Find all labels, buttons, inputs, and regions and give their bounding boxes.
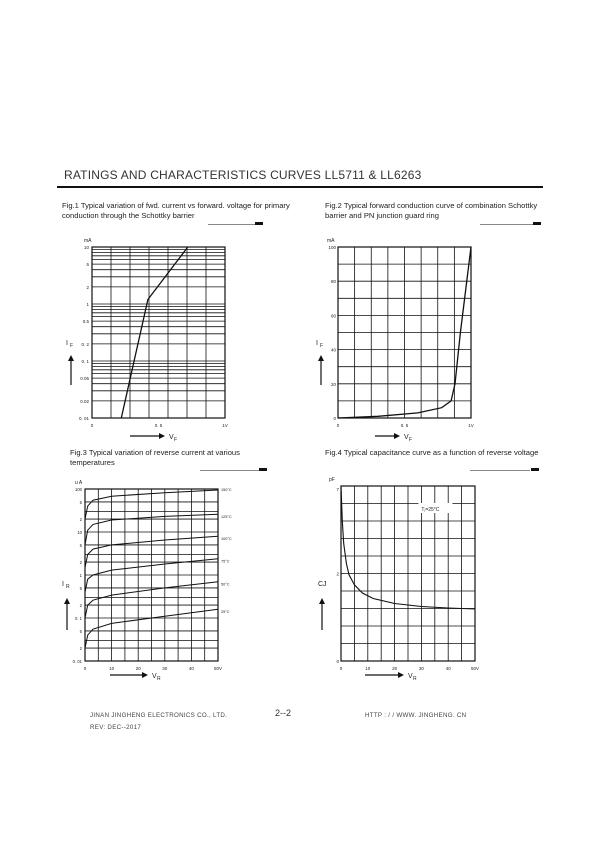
fig3-y-label-sub: R (66, 584, 70, 590)
fig3-series-label: 100°C (221, 537, 232, 542)
fig3-xtick: 50V (213, 666, 223, 671)
fig3-ytick: 1 (79, 573, 82, 578)
footer-website: HTTP : / / WWW. JINGHENG. CN (365, 712, 467, 719)
fig4-annotation: Tⱼ=25°C (421, 507, 440, 513)
fig3-ytick: 5 (79, 628, 82, 634)
fig3-series-label: 75°C (221, 559, 230, 564)
fig2-y-unit: mA (327, 238, 335, 244)
fig2-ytick: 0 (333, 416, 336, 421)
fig1-ytick: 5 (86, 262, 89, 268)
fig1-frame (92, 247, 225, 418)
fig4-x-label: V (408, 673, 413, 680)
fig2-xtick: 0 (336, 423, 340, 428)
page-title: RATINGS AND CHARACTERISTICS CURVES LL5711 & LL6263 (64, 168, 422, 182)
fig2-ytick: 60 (330, 313, 336, 319)
footer-revision: REV: DEC--2017 (90, 724, 142, 731)
fig3-ytick: 5 (79, 585, 82, 591)
fig3-xtick: 40 (188, 666, 194, 671)
fig1-ytick: 2 (86, 284, 89, 290)
fig3-series-label: 125°C (221, 515, 232, 520)
fig1-ytick: 0.5 (82, 319, 89, 325)
fig1-ytick: 0. 01 (78, 416, 89, 421)
fig2-ytick: 100 (328, 245, 336, 250)
fig4-ytick: 2 (336, 571, 339, 577)
fig4-x-label-sub: R (413, 676, 417, 682)
fig3-ytick: 0. 1 (75, 616, 82, 621)
fig3-xtick: 30 (162, 666, 168, 671)
fig4-xtick: 10 (365, 666, 371, 671)
fig1-y-unit: mA (84, 238, 92, 244)
fig1-xtick: 1V (222, 423, 228, 428)
page-number: 2--2 (275, 708, 292, 718)
fig3-ytick: 2 (79, 603, 82, 609)
fig2-ytick: 20 (330, 381, 336, 387)
fig4-xtick: 0 (339, 666, 343, 671)
fig1-ytick: 0.05 (80, 376, 89, 382)
fig2-caption: Fig.2 Typical forward conduction curve of combination Schottky barrier and PN junction guard ring (325, 201, 538, 220)
fig2-xtick: 0. 5 (400, 423, 409, 428)
fig2-y-label-sub: F (320, 343, 324, 349)
fig2-x-label: V (404, 434, 409, 441)
fig4-caption: Fig.4 Typical capacitance curve as a function of reverse voltage (325, 448, 539, 457)
fig3-x-arrow-head (142, 672, 148, 678)
fig2-x-label-sub: F (409, 437, 413, 443)
fig1-ytick: 0.02 (80, 398, 89, 404)
fig4-x-arrow-head (398, 672, 404, 678)
fig1-ytick: 0. 1 (81, 359, 89, 364)
fig3-xtick: 10 (109, 666, 115, 671)
fig1-y-label: I (66, 340, 68, 347)
fig3-ytick: 2 (79, 646, 82, 652)
fig1-curve (121, 247, 188, 418)
footer-company: JINAN JINGHENG ELECTRONICS CO., LTD. (90, 712, 228, 719)
fig4-y-arrow-head (319, 598, 325, 604)
fig3-ytick: 0. 01 (72, 659, 82, 664)
fig3-ytick: 2 (79, 517, 82, 523)
fig3-y-label: I (62, 581, 64, 588)
fig1-x-arrow-head (159, 433, 165, 439)
fig3-ytick: 5 (79, 542, 82, 548)
fig1-y-arrow-head (68, 355, 74, 361)
fig4-y-unit: pF (329, 477, 335, 483)
fig3-ytick: 100 (75, 487, 82, 492)
fig4-ytick: 7 (336, 487, 339, 492)
fig2-xtick: 1V (468, 423, 474, 428)
fig3-x-label-sub: R (157, 676, 161, 682)
fig1-x-label: V (169, 434, 174, 441)
fig3-caption: Fig.3 Typical variation of reverse current at various temperatures (70, 448, 240, 467)
fig3-xtick: 20 (135, 666, 141, 671)
fig2-ytick: 40 (330, 347, 336, 353)
fig3-series-label: 150°C (221, 487, 232, 492)
fig2-y-label: I (316, 340, 318, 347)
fig1-caption: Fig.1 Typical variation of fwd. current vs forward. voltage for primary conduction through the Schottky barrier (62, 201, 290, 220)
fig3-ytick: 10 (77, 530, 82, 535)
fig4-y-label: CJ (318, 581, 327, 588)
fig4-ytick: 0 (336, 659, 339, 664)
fig3-xtick: 0 (83, 666, 87, 671)
fig1-x-label-sub: F (174, 437, 178, 443)
fig1-y-label-sub: F (70, 343, 74, 349)
fig3-series-label: 25°C (221, 610, 230, 615)
fig3-series-label: 50°C (221, 582, 230, 587)
fig3-y-arrow-head (64, 598, 70, 604)
fig1-ytick: 0. 2 (81, 341, 89, 347)
fig4-xtick: 50V (470, 666, 480, 671)
fig2-y-arrow-head (318, 355, 324, 361)
fig4-xtick: 40 (445, 666, 451, 671)
fig3-ytick: 2 (79, 560, 82, 566)
fig1-xtick: 0 (90, 423, 94, 428)
fig2-x-arrow-head (394, 433, 400, 439)
fig3-ytick: 5 (79, 499, 82, 505)
fig3-x-label: V (152, 673, 157, 680)
fig1-ytick: 10 (83, 245, 89, 250)
fig2-ytick: 80 (330, 279, 336, 285)
fig3-y-unit: u A (75, 480, 83, 486)
fig1-ytick: 1 (86, 302, 89, 307)
fig4-xtick: 20 (392, 666, 398, 671)
fig1-xtick: 0. 5 (154, 423, 163, 428)
fig4-xtick: 30 (418, 666, 424, 671)
